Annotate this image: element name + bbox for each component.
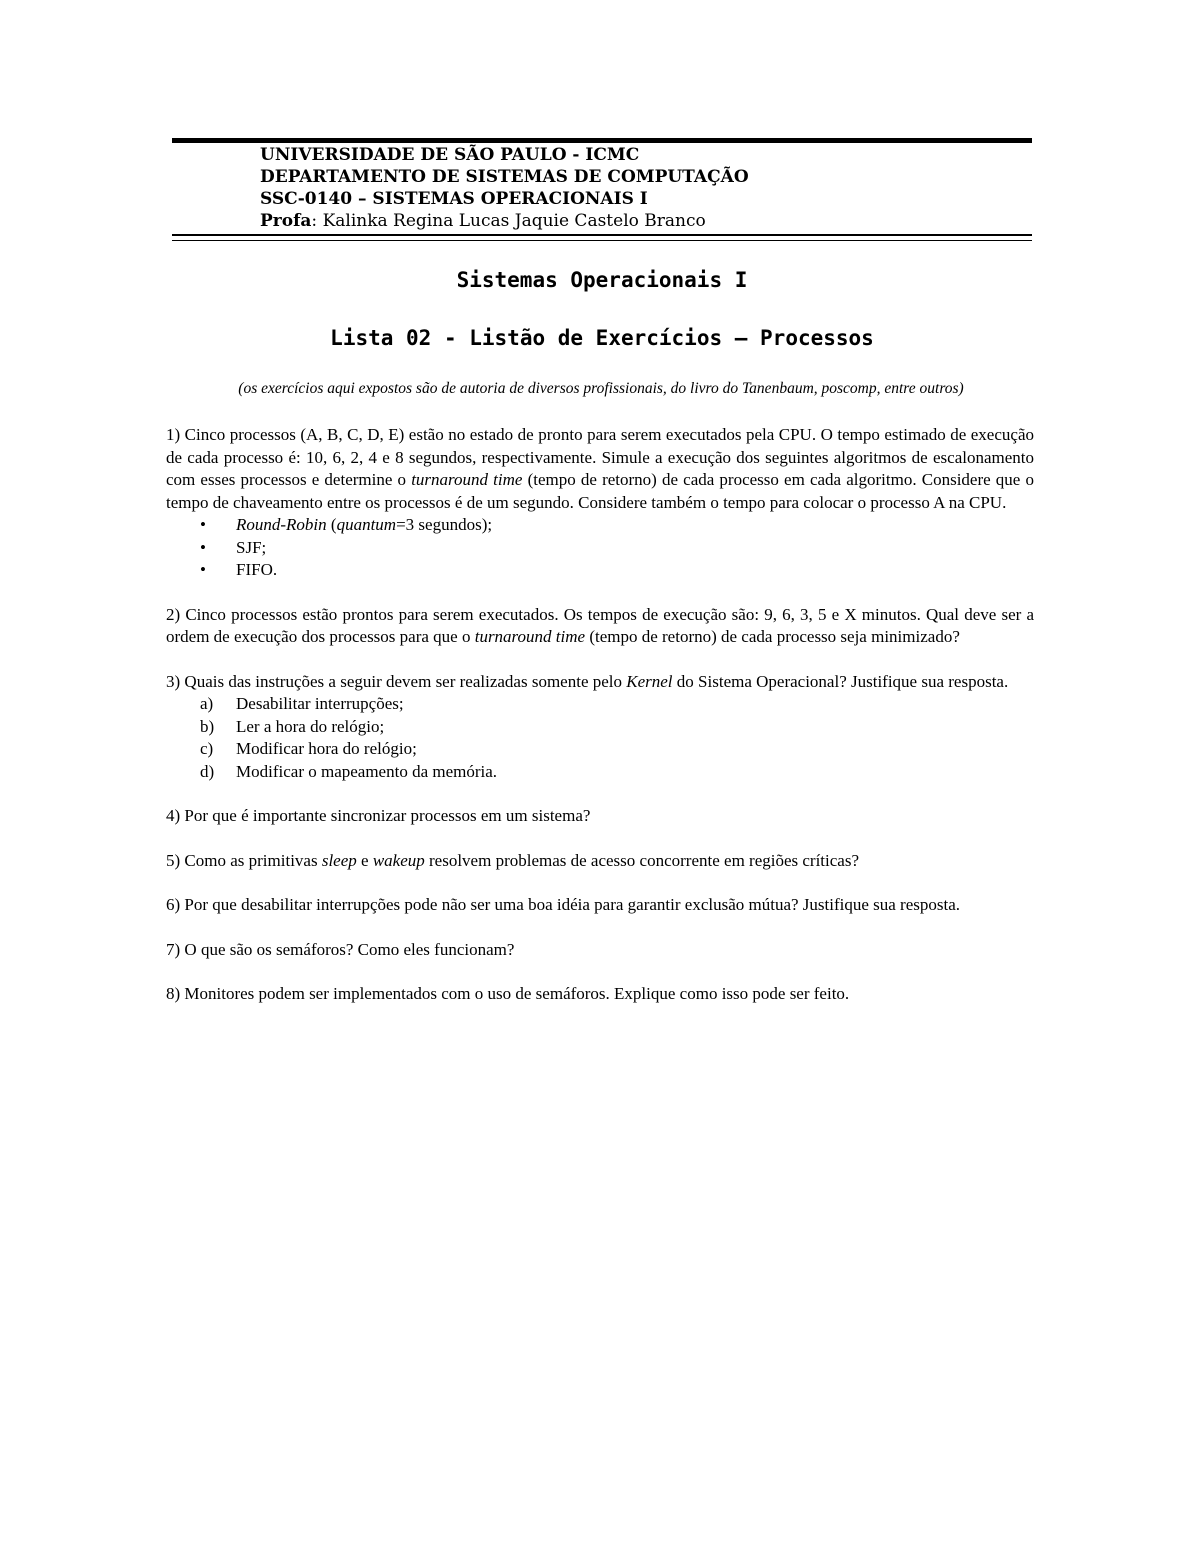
header-department: DEPARTAMENTO DE SISTEMAS DE COMPUTAÇÃO bbox=[260, 167, 749, 187]
sleep-term: sleep bbox=[321, 850, 357, 870]
document-subtitle: Lista 02 - Listão de Exercícios – Processos bbox=[330, 326, 874, 350]
bullet-item-sjf bbox=[166, 537, 1034, 560]
quantum-label: quantum bbox=[336, 515, 397, 534]
question-3-italic: Kernel bbox=[626, 671, 673, 691]
header-block bbox=[260, 144, 1020, 232]
header-top-rule bbox=[172, 138, 1032, 143]
bullet-icon: • bbox=[200, 515, 206, 534]
bullet-item-round-robin bbox=[166, 514, 1034, 537]
question-1-text-a: 1) Cinco processos (A, B, C, D, E) estão no estado de pronto para serem executados pela CPU. O tempo estimado de execução de cada processo é: 10, 6, 2, 4 e 8 segundos, respectivamente. Simule a execução dos seguintes algoritmos de escalonamento com esses processos e determine o bbox=[166, 425, 1034, 489]
header-professor bbox=[260, 210, 1020, 232]
option-text: Modificar hora do relógio; bbox=[236, 739, 417, 758]
wakeup-term: wakeup bbox=[372, 850, 425, 870]
sjf-label: SJF; bbox=[236, 537, 267, 557]
option-marker: a) bbox=[200, 694, 214, 713]
question-7 bbox=[166, 939, 1034, 962]
question-2-text bbox=[166, 604, 1034, 649]
bullet-icon: • bbox=[200, 560, 206, 579]
option-marker: c) bbox=[200, 739, 214, 758]
question-2-text-a: 2) Cinco processos estão prontos para serem executados. Os tempos de execução são: 9, 6, 3, 5 e X minutos. Qual deve ser a ordem de execução dos processos para que o bbox=[166, 604, 1034, 646]
question-5-text-b: resolvem problemas de acesso concorrente em regiões críticas? bbox=[424, 850, 860, 870]
authorship-note: (os exercícios aqui expostos são de autoria de diversos profissionais, do livro do Tanenbaum, poscomp, entre outros) bbox=[238, 380, 964, 397]
option-item bbox=[166, 716, 1034, 739]
question-1-text bbox=[166, 424, 1034, 514]
option-item bbox=[166, 738, 1034, 761]
question-8 bbox=[166, 983, 1034, 1006]
question-2-italic: turnaround time bbox=[474, 627, 586, 646]
professor-separator: : bbox=[311, 211, 323, 231]
bullet-icon: • bbox=[200, 537, 206, 557]
option-text: Desabilitar interrupções; bbox=[236, 694, 404, 713]
question-5 bbox=[166, 850, 1034, 873]
header-university: UNIVERSIDADE DE SÃO PAULO - ICMC bbox=[260, 145, 640, 165]
option-marker: d) bbox=[200, 761, 215, 781]
option-text: Ler a hora do relógio; bbox=[236, 716, 385, 736]
document-title: Sistemas Operacionais I bbox=[456, 268, 748, 292]
header-course: SSC-0140 – SISTEMAS OPERACIONAIS I bbox=[260, 189, 648, 209]
question-2 bbox=[166, 604, 1034, 649]
fifo-label: FIFO. bbox=[236, 560, 278, 579]
professor-name: Kalinka Regina Lucas Jaquie Castelo Branco bbox=[322, 211, 706, 231]
question-1 bbox=[166, 424, 1034, 582]
round-robin-paren: ( bbox=[326, 515, 337, 534]
quantum-value: =3 segundos); bbox=[396, 515, 493, 534]
question-3-options bbox=[166, 693, 1034, 783]
question-1-italic: turnaround time bbox=[411, 470, 523, 489]
question-1-bullets bbox=[166, 514, 1034, 582]
option-item bbox=[166, 761, 1034, 784]
question-3 bbox=[166, 671, 1034, 784]
professor-label: Profa bbox=[260, 211, 312, 231]
question-1-text-b: (tempo de retorno) de cada processo em cada algoritmo. Considere que o tempo de chaveamento entre os processos é de um segundo. Considere também o tempo para colocar o processo A na CPU. bbox=[166, 470, 1034, 512]
question-5-conjunction: e bbox=[356, 850, 373, 870]
option-text: Modificar o mapeamento da memória. bbox=[236, 761, 498, 781]
question-6 bbox=[166, 894, 1034, 917]
question-3-text-a: 3) Quais das instruções a seguir devem ser realizadas somente pelo bbox=[166, 671, 627, 691]
question-6-text: 6) Por que desabilitar interrupções pode não ser uma boa idéia para garantir exclusão mútua? Justifique sua resposta. bbox=[166, 895, 961, 914]
question-2-text-b: (tempo de retorno) de cada processo seja minimizado? bbox=[585, 627, 960, 646]
exercise-list bbox=[166, 424, 1034, 1028]
question-7-text: 7) O que são os semáforos? Como eles funcionam? bbox=[166, 939, 515, 959]
question-4 bbox=[166, 805, 1034, 828]
question-3-text bbox=[166, 671, 1034, 694]
question-5-text bbox=[166, 850, 1034, 873]
option-item bbox=[166, 693, 1034, 716]
question-5-text-a: 5) Como as primitivas bbox=[166, 850, 322, 870]
question-3-text-b: do Sistema Operacional? Justifique sua resposta. bbox=[672, 671, 1009, 691]
option-marker: b) bbox=[200, 716, 215, 736]
question-8-text: 8) Monitores podem ser implementados com o uso de semáforos. Explique como isso pode ser feito. bbox=[166, 984, 850, 1003]
bullet-item-fifo bbox=[166, 559, 1034, 582]
header-bottom-rule bbox=[172, 234, 1032, 241]
question-4-text: 4) Por que é importante sincronizar processos em um sistema? bbox=[166, 806, 591, 825]
round-robin-label: Round-Robin bbox=[236, 515, 327, 534]
